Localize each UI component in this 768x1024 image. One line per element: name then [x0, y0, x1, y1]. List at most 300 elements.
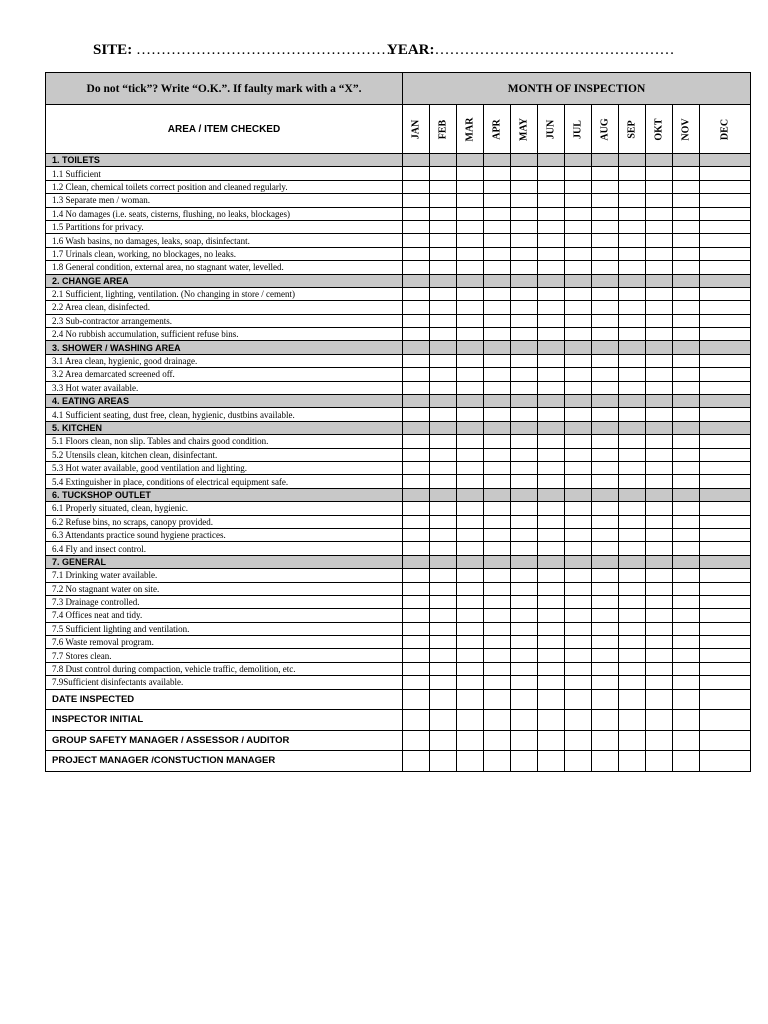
- check-cell[interactable]: [457, 622, 484, 635]
- check-cell[interactable]: [403, 408, 430, 421]
- check-cell[interactable]: [430, 730, 457, 751]
- check-cell[interactable]: [430, 515, 457, 528]
- check-cell[interactable]: [484, 636, 511, 649]
- check-cell[interactable]: [673, 751, 700, 772]
- check-cell[interactable]: [700, 649, 751, 662]
- check-cell[interactable]: [430, 475, 457, 488]
- check-cell[interactable]: [538, 220, 565, 233]
- check-cell[interactable]: [430, 569, 457, 582]
- check-cell[interactable]: [673, 167, 700, 180]
- check-cell[interactable]: [592, 261, 619, 274]
- check-cell[interactable]: [538, 234, 565, 247]
- check-cell[interactable]: [403, 287, 430, 300]
- check-cell[interactable]: [646, 689, 673, 710]
- check-cell[interactable]: [592, 751, 619, 772]
- check-cell[interactable]: [646, 220, 673, 233]
- check-cell[interactable]: [457, 381, 484, 394]
- check-cell[interactable]: [430, 287, 457, 300]
- check-cell[interactable]: [457, 689, 484, 710]
- check-cell[interactable]: [700, 595, 751, 608]
- check-cell[interactable]: [430, 381, 457, 394]
- check-cell[interactable]: [457, 636, 484, 649]
- check-cell[interactable]: [457, 528, 484, 541]
- check-cell[interactable]: [565, 261, 592, 274]
- check-cell[interactable]: [457, 180, 484, 193]
- check-cell[interactable]: [592, 622, 619, 635]
- check-cell[interactable]: [403, 609, 430, 622]
- check-cell[interactable]: [430, 220, 457, 233]
- check-cell[interactable]: [511, 582, 538, 595]
- check-cell[interactable]: [700, 207, 751, 220]
- check-cell[interactable]: [484, 475, 511, 488]
- check-cell[interactable]: [457, 461, 484, 474]
- check-cell[interactable]: [511, 448, 538, 461]
- check-cell[interactable]: [484, 448, 511, 461]
- check-cell[interactable]: [538, 167, 565, 180]
- check-cell[interactable]: [457, 207, 484, 220]
- check-cell[interactable]: [538, 582, 565, 595]
- check-cell[interactable]: [673, 609, 700, 622]
- check-cell[interactable]: [619, 595, 646, 608]
- check-cell[interactable]: [565, 435, 592, 448]
- check-cell[interactable]: [565, 662, 592, 675]
- check-cell[interactable]: [511, 649, 538, 662]
- check-cell[interactable]: [538, 528, 565, 541]
- check-cell[interactable]: [538, 689, 565, 710]
- check-cell[interactable]: [430, 502, 457, 515]
- check-cell[interactable]: [538, 542, 565, 555]
- check-cell[interactable]: [484, 435, 511, 448]
- check-cell[interactable]: [484, 261, 511, 274]
- check-cell[interactable]: [484, 220, 511, 233]
- check-cell[interactable]: [484, 194, 511, 207]
- check-cell[interactable]: [403, 301, 430, 314]
- check-cell[interactable]: [430, 314, 457, 327]
- check-cell[interactable]: [403, 261, 430, 274]
- check-cell[interactable]: [538, 502, 565, 515]
- check-cell[interactable]: [484, 689, 511, 710]
- check-cell[interactable]: [592, 220, 619, 233]
- check-cell[interactable]: [646, 301, 673, 314]
- check-cell[interactable]: [430, 167, 457, 180]
- check-cell[interactable]: [673, 261, 700, 274]
- check-cell[interactable]: [538, 287, 565, 300]
- check-cell[interactable]: [511, 220, 538, 233]
- check-cell[interactable]: [484, 542, 511, 555]
- check-cell[interactable]: [484, 730, 511, 751]
- check-cell[interactable]: [457, 710, 484, 731]
- check-cell[interactable]: [565, 502, 592, 515]
- check-cell[interactable]: [646, 194, 673, 207]
- check-cell[interactable]: [565, 636, 592, 649]
- check-cell[interactable]: [457, 261, 484, 274]
- check-cell[interactable]: [592, 475, 619, 488]
- check-cell[interactable]: [538, 261, 565, 274]
- check-cell[interactable]: [673, 247, 700, 260]
- check-cell[interactable]: [511, 261, 538, 274]
- check-cell[interactable]: [700, 502, 751, 515]
- check-cell[interactable]: [538, 194, 565, 207]
- check-cell[interactable]: [565, 207, 592, 220]
- check-cell[interactable]: [511, 662, 538, 675]
- check-cell[interactable]: [619, 408, 646, 421]
- check-cell[interactable]: [457, 582, 484, 595]
- check-cell[interactable]: [484, 582, 511, 595]
- check-cell[interactable]: [592, 609, 619, 622]
- check-cell[interactable]: [700, 448, 751, 461]
- check-cell[interactable]: [592, 207, 619, 220]
- check-cell[interactable]: [538, 662, 565, 675]
- check-cell[interactable]: [430, 328, 457, 341]
- check-cell[interactable]: [619, 662, 646, 675]
- check-cell[interactable]: [538, 730, 565, 751]
- check-cell[interactable]: [700, 730, 751, 751]
- check-cell[interactable]: [430, 528, 457, 541]
- check-cell[interactable]: [646, 475, 673, 488]
- check-cell[interactable]: [403, 662, 430, 675]
- check-cell[interactable]: [538, 301, 565, 314]
- check-cell[interactable]: [673, 475, 700, 488]
- check-cell[interactable]: [403, 180, 430, 193]
- check-cell[interactable]: [673, 207, 700, 220]
- check-cell[interactable]: [430, 207, 457, 220]
- check-cell[interactable]: [700, 180, 751, 193]
- check-cell[interactable]: [403, 354, 430, 367]
- check-cell[interactable]: [484, 528, 511, 541]
- check-cell[interactable]: [538, 180, 565, 193]
- check-cell[interactable]: [619, 328, 646, 341]
- check-cell[interactable]: [457, 730, 484, 751]
- check-cell[interactable]: [511, 167, 538, 180]
- check-cell[interactable]: [700, 689, 751, 710]
- check-cell[interactable]: [484, 569, 511, 582]
- check-cell[interactable]: [484, 710, 511, 731]
- check-cell[interactable]: [619, 301, 646, 314]
- check-cell[interactable]: [673, 408, 700, 421]
- check-cell[interactable]: [700, 662, 751, 675]
- check-cell[interactable]: [700, 234, 751, 247]
- check-cell[interactable]: [592, 582, 619, 595]
- check-cell[interactable]: [484, 207, 511, 220]
- check-cell[interactable]: [592, 649, 619, 662]
- check-cell[interactable]: [619, 287, 646, 300]
- check-cell[interactable]: [646, 167, 673, 180]
- check-cell[interactable]: [484, 502, 511, 515]
- check-cell[interactable]: [646, 662, 673, 675]
- check-cell[interactable]: [403, 448, 430, 461]
- check-cell[interactable]: [484, 314, 511, 327]
- check-cell[interactable]: [592, 461, 619, 474]
- check-cell[interactable]: [619, 751, 646, 772]
- check-cell[interactable]: [619, 194, 646, 207]
- check-cell[interactable]: [511, 234, 538, 247]
- check-cell[interactable]: [619, 515, 646, 528]
- check-cell[interactable]: [565, 408, 592, 421]
- check-cell[interactable]: [646, 314, 673, 327]
- check-cell[interactable]: [538, 622, 565, 635]
- check-cell[interactable]: [673, 595, 700, 608]
- check-cell[interactable]: [484, 609, 511, 622]
- check-cell[interactable]: [619, 622, 646, 635]
- check-cell[interactable]: [511, 194, 538, 207]
- check-cell[interactable]: [700, 569, 751, 582]
- check-cell[interactable]: [538, 461, 565, 474]
- check-cell[interactable]: [457, 314, 484, 327]
- check-cell[interactable]: [430, 448, 457, 461]
- check-cell[interactable]: [619, 542, 646, 555]
- check-cell[interactable]: [565, 569, 592, 582]
- check-cell[interactable]: [592, 314, 619, 327]
- check-cell[interactable]: [592, 301, 619, 314]
- check-cell[interactable]: [673, 448, 700, 461]
- check-cell[interactable]: [430, 408, 457, 421]
- check-cell[interactable]: [457, 542, 484, 555]
- check-cell[interactable]: [619, 730, 646, 751]
- check-cell[interactable]: [700, 354, 751, 367]
- check-cell[interactable]: [673, 234, 700, 247]
- check-cell[interactable]: [565, 689, 592, 710]
- check-cell[interactable]: [538, 354, 565, 367]
- check-cell[interactable]: [403, 167, 430, 180]
- check-cell[interactable]: [565, 301, 592, 314]
- check-cell[interactable]: [430, 595, 457, 608]
- check-cell[interactable]: [457, 247, 484, 260]
- check-cell[interactable]: [592, 595, 619, 608]
- check-cell[interactable]: [484, 180, 511, 193]
- check-cell[interactable]: [700, 261, 751, 274]
- check-cell[interactable]: [673, 502, 700, 515]
- check-cell[interactable]: [565, 368, 592, 381]
- check-cell[interactable]: [619, 502, 646, 515]
- check-cell[interactable]: [430, 710, 457, 731]
- check-cell[interactable]: [673, 301, 700, 314]
- check-cell[interactable]: [646, 528, 673, 541]
- check-cell[interactable]: [511, 180, 538, 193]
- check-cell[interactable]: [403, 582, 430, 595]
- check-cell[interactable]: [457, 662, 484, 675]
- check-cell[interactable]: [430, 194, 457, 207]
- check-cell[interactable]: [457, 475, 484, 488]
- check-cell[interactable]: [565, 381, 592, 394]
- check-cell[interactable]: [538, 207, 565, 220]
- check-cell[interactable]: [538, 328, 565, 341]
- check-cell[interactable]: [484, 595, 511, 608]
- check-cell[interactable]: [457, 220, 484, 233]
- check-cell[interactable]: [646, 381, 673, 394]
- check-cell[interactable]: [565, 582, 592, 595]
- check-cell[interactable]: [403, 502, 430, 515]
- check-cell[interactable]: [619, 435, 646, 448]
- check-cell[interactable]: [457, 676, 484, 689]
- check-cell[interactable]: [430, 676, 457, 689]
- check-cell[interactable]: [511, 381, 538, 394]
- check-cell[interactable]: [565, 710, 592, 731]
- check-cell[interactable]: [538, 247, 565, 260]
- check-cell[interactable]: [511, 609, 538, 622]
- check-cell[interactable]: [457, 751, 484, 772]
- check-cell[interactable]: [700, 582, 751, 595]
- check-cell[interactable]: [484, 301, 511, 314]
- check-cell[interactable]: [403, 328, 430, 341]
- check-cell[interactable]: [673, 435, 700, 448]
- check-cell[interactable]: [511, 622, 538, 635]
- check-cell[interactable]: [538, 475, 565, 488]
- check-cell[interactable]: [673, 542, 700, 555]
- check-cell[interactable]: [457, 354, 484, 367]
- check-cell[interactable]: [673, 180, 700, 193]
- check-cell[interactable]: [403, 542, 430, 555]
- check-cell[interactable]: [646, 354, 673, 367]
- check-cell[interactable]: [565, 354, 592, 367]
- check-cell[interactable]: [565, 649, 592, 662]
- check-cell[interactable]: [700, 710, 751, 731]
- check-cell[interactable]: [646, 751, 673, 772]
- check-cell[interactable]: [619, 448, 646, 461]
- check-cell[interactable]: [403, 515, 430, 528]
- check-cell[interactable]: [403, 234, 430, 247]
- check-cell[interactable]: [403, 636, 430, 649]
- check-cell[interactable]: [619, 234, 646, 247]
- check-cell[interactable]: [619, 368, 646, 381]
- check-cell[interactable]: [430, 689, 457, 710]
- check-cell[interactable]: [403, 475, 430, 488]
- check-cell[interactable]: [619, 569, 646, 582]
- check-cell[interactable]: [673, 328, 700, 341]
- check-cell[interactable]: [646, 234, 673, 247]
- check-cell[interactable]: [700, 609, 751, 622]
- check-cell[interactable]: [646, 595, 673, 608]
- check-cell[interactable]: [700, 676, 751, 689]
- check-cell[interactable]: [511, 502, 538, 515]
- check-cell[interactable]: [592, 676, 619, 689]
- check-cell[interactable]: [673, 381, 700, 394]
- check-cell[interactable]: [592, 710, 619, 731]
- check-cell[interactable]: [619, 381, 646, 394]
- check-cell[interactable]: [484, 676, 511, 689]
- check-cell[interactable]: [700, 461, 751, 474]
- check-cell[interactable]: [592, 502, 619, 515]
- check-cell[interactable]: [565, 220, 592, 233]
- check-cell[interactable]: [565, 167, 592, 180]
- check-cell[interactable]: [511, 368, 538, 381]
- check-cell[interactable]: [430, 435, 457, 448]
- check-cell[interactable]: [565, 730, 592, 751]
- check-cell[interactable]: [646, 676, 673, 689]
- check-cell[interactable]: [673, 287, 700, 300]
- check-cell[interactable]: [457, 515, 484, 528]
- check-cell[interactable]: [403, 220, 430, 233]
- check-cell[interactable]: [538, 609, 565, 622]
- check-cell[interactable]: [700, 636, 751, 649]
- check-cell[interactable]: [565, 751, 592, 772]
- check-cell[interactable]: [673, 636, 700, 649]
- check-cell[interactable]: [673, 461, 700, 474]
- check-cell[interactable]: [592, 730, 619, 751]
- check-cell[interactable]: [484, 354, 511, 367]
- check-cell[interactable]: [538, 569, 565, 582]
- check-cell[interactable]: [646, 368, 673, 381]
- check-cell[interactable]: [430, 180, 457, 193]
- check-cell[interactable]: [700, 328, 751, 341]
- check-cell[interactable]: [484, 328, 511, 341]
- check-cell[interactable]: [457, 167, 484, 180]
- check-cell[interactable]: [484, 751, 511, 772]
- check-cell[interactable]: [646, 710, 673, 731]
- check-cell[interactable]: [700, 287, 751, 300]
- check-cell[interactable]: [565, 328, 592, 341]
- check-cell[interactable]: [646, 582, 673, 595]
- check-cell[interactable]: [700, 528, 751, 541]
- check-cell[interactable]: [673, 528, 700, 541]
- check-cell[interactable]: [646, 180, 673, 193]
- check-cell[interactable]: [565, 461, 592, 474]
- check-cell[interactable]: [619, 609, 646, 622]
- check-cell[interactable]: [592, 435, 619, 448]
- check-cell[interactable]: [646, 461, 673, 474]
- check-cell[interactable]: [538, 636, 565, 649]
- check-cell[interactable]: [700, 515, 751, 528]
- check-cell[interactable]: [673, 622, 700, 635]
- check-cell[interactable]: [673, 582, 700, 595]
- check-cell[interactable]: [646, 542, 673, 555]
- check-cell[interactable]: [511, 328, 538, 341]
- check-cell[interactable]: [619, 314, 646, 327]
- check-cell[interactable]: [403, 368, 430, 381]
- check-cell[interactable]: [538, 649, 565, 662]
- check-cell[interactable]: [403, 622, 430, 635]
- check-cell[interactable]: [646, 261, 673, 274]
- check-cell[interactable]: [403, 528, 430, 541]
- check-cell[interactable]: [403, 247, 430, 260]
- check-cell[interactable]: [457, 435, 484, 448]
- check-cell[interactable]: [592, 247, 619, 260]
- check-cell[interactable]: [403, 649, 430, 662]
- check-cell[interactable]: [592, 689, 619, 710]
- check-cell[interactable]: [430, 649, 457, 662]
- check-cell[interactable]: [430, 234, 457, 247]
- check-cell[interactable]: [673, 710, 700, 731]
- check-cell[interactable]: [457, 234, 484, 247]
- check-cell[interactable]: [646, 622, 673, 635]
- check-cell[interactable]: [430, 301, 457, 314]
- check-cell[interactable]: [673, 689, 700, 710]
- check-cell[interactable]: [565, 622, 592, 635]
- check-cell[interactable]: [700, 751, 751, 772]
- check-cell[interactable]: [484, 381, 511, 394]
- check-cell[interactable]: [565, 595, 592, 608]
- check-cell[interactable]: [592, 636, 619, 649]
- check-cell[interactable]: [673, 662, 700, 675]
- check-cell[interactable]: [511, 207, 538, 220]
- check-cell[interactable]: [565, 542, 592, 555]
- check-cell[interactable]: [700, 314, 751, 327]
- check-cell[interactable]: [511, 751, 538, 772]
- check-cell[interactable]: [619, 689, 646, 710]
- check-cell[interactable]: [619, 220, 646, 233]
- check-cell[interactable]: [565, 234, 592, 247]
- check-cell[interactable]: [511, 636, 538, 649]
- check-cell[interactable]: [511, 287, 538, 300]
- check-cell[interactable]: [484, 368, 511, 381]
- check-cell[interactable]: [673, 515, 700, 528]
- check-cell[interactable]: [457, 448, 484, 461]
- check-cell[interactable]: [457, 287, 484, 300]
- check-cell[interactable]: [403, 676, 430, 689]
- check-cell[interactable]: [511, 408, 538, 421]
- check-cell[interactable]: [619, 180, 646, 193]
- check-cell[interactable]: [700, 435, 751, 448]
- check-cell[interactable]: [646, 515, 673, 528]
